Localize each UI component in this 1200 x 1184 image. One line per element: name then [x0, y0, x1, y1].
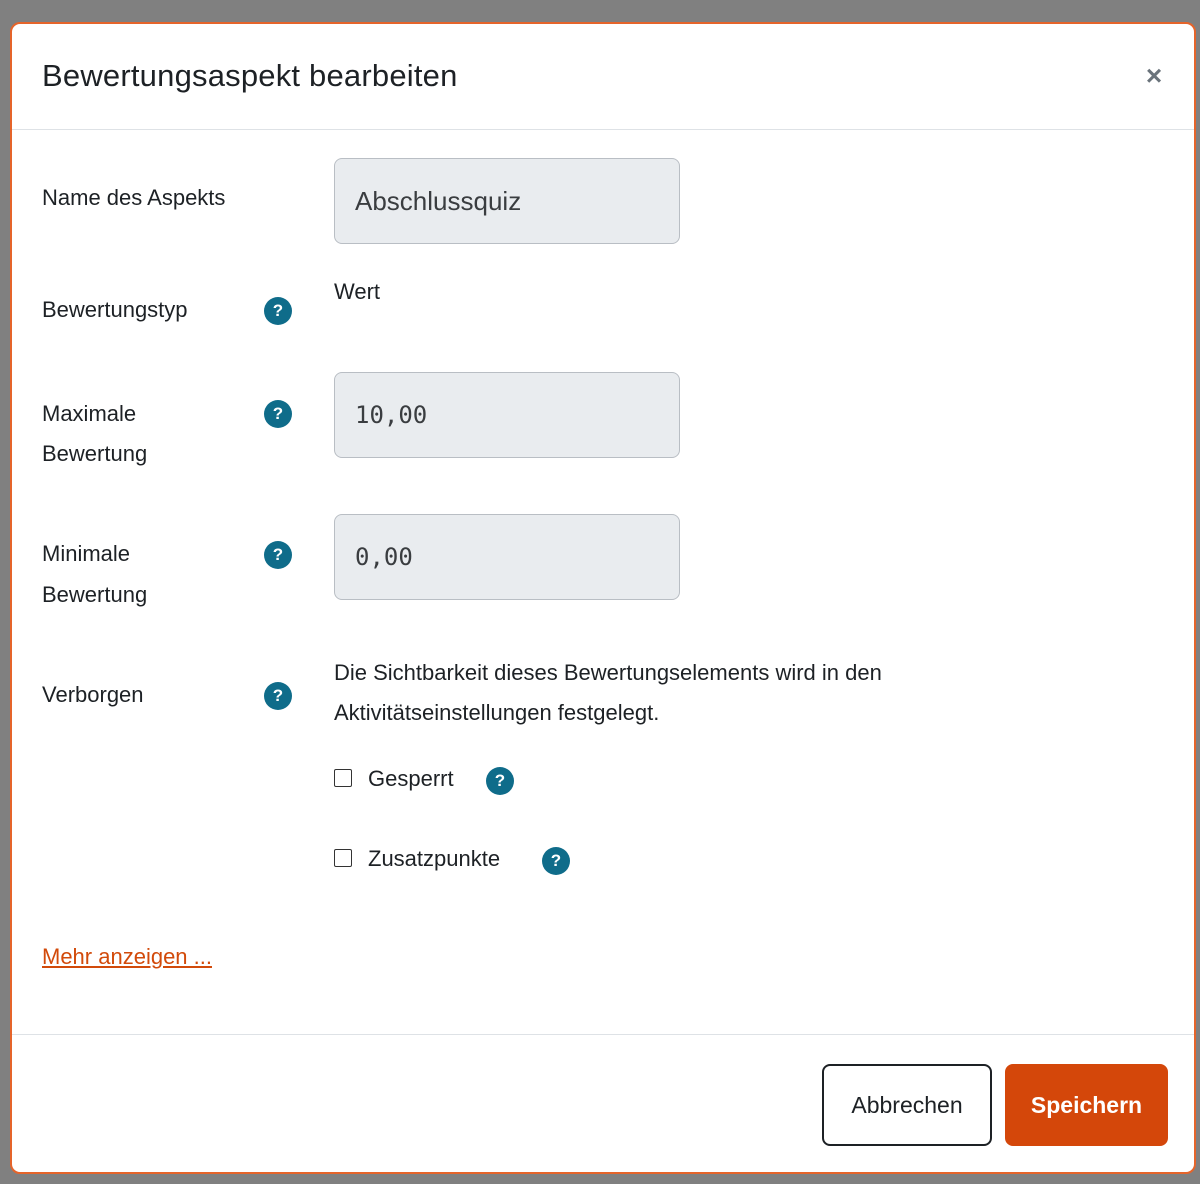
save-button[interactable]: Speichern	[1005, 1064, 1168, 1146]
close-button[interactable]	[1140, 62, 1168, 90]
help-icon[interactable]: ?	[264, 400, 292, 428]
grade-type-label: Bewertungstyp	[42, 297, 188, 322]
locked-label[interactable]: Gesperrt	[368, 766, 454, 791]
edit-grade-item-dialog	[10, 22, 1196, 1174]
visibility-info-line2: Aktivitätseinstellungen festgelegt.	[334, 700, 660, 725]
extra-credit-label[interactable]: Zusatzpunkte	[368, 846, 501, 871]
locked-checkbox[interactable]	[334, 769, 352, 787]
max-grade-label-line1: Maximale	[42, 401, 137, 426]
dialog-header	[12, 24, 1194, 130]
extra-credit-checkbox[interactable]	[334, 849, 352, 867]
help-icon[interactable]: ?	[542, 847, 570, 875]
min-grade-input[interactable]	[334, 514, 680, 600]
min-grade-label-line2: Bewertung	[42, 582, 148, 607]
help-icon[interactable]: ?	[264, 297, 292, 325]
name-label: Name des Aspekts	[42, 185, 226, 210]
dialog-title: Bewertungsaspekt bearbeiten	[42, 58, 458, 93]
visibility-info-line1: Die Sichtbarkeit dieses Bewertungselements wird in den	[334, 660, 882, 685]
name-input[interactable]	[334, 158, 680, 244]
help-icon[interactable]: ?	[264, 541, 292, 569]
cancel-button[interactable]: Abbrechen	[822, 1064, 992, 1146]
max-grade-label-line2: Bewertung	[42, 441, 148, 466]
show-more-link[interactable]: Mehr anzeigen ...	[42, 944, 212, 969]
max-grade-input[interactable]	[334, 372, 680, 458]
hidden-label: Verborgen	[42, 682, 144, 707]
help-icon[interactable]: ?	[486, 767, 514, 795]
help-icon[interactable]: ?	[264, 682, 292, 710]
close-icon: ×	[1145, 60, 1163, 91]
grade-type-value: Wert	[334, 279, 381, 304]
min-grade-label-line1: Minimale	[42, 541, 131, 566]
